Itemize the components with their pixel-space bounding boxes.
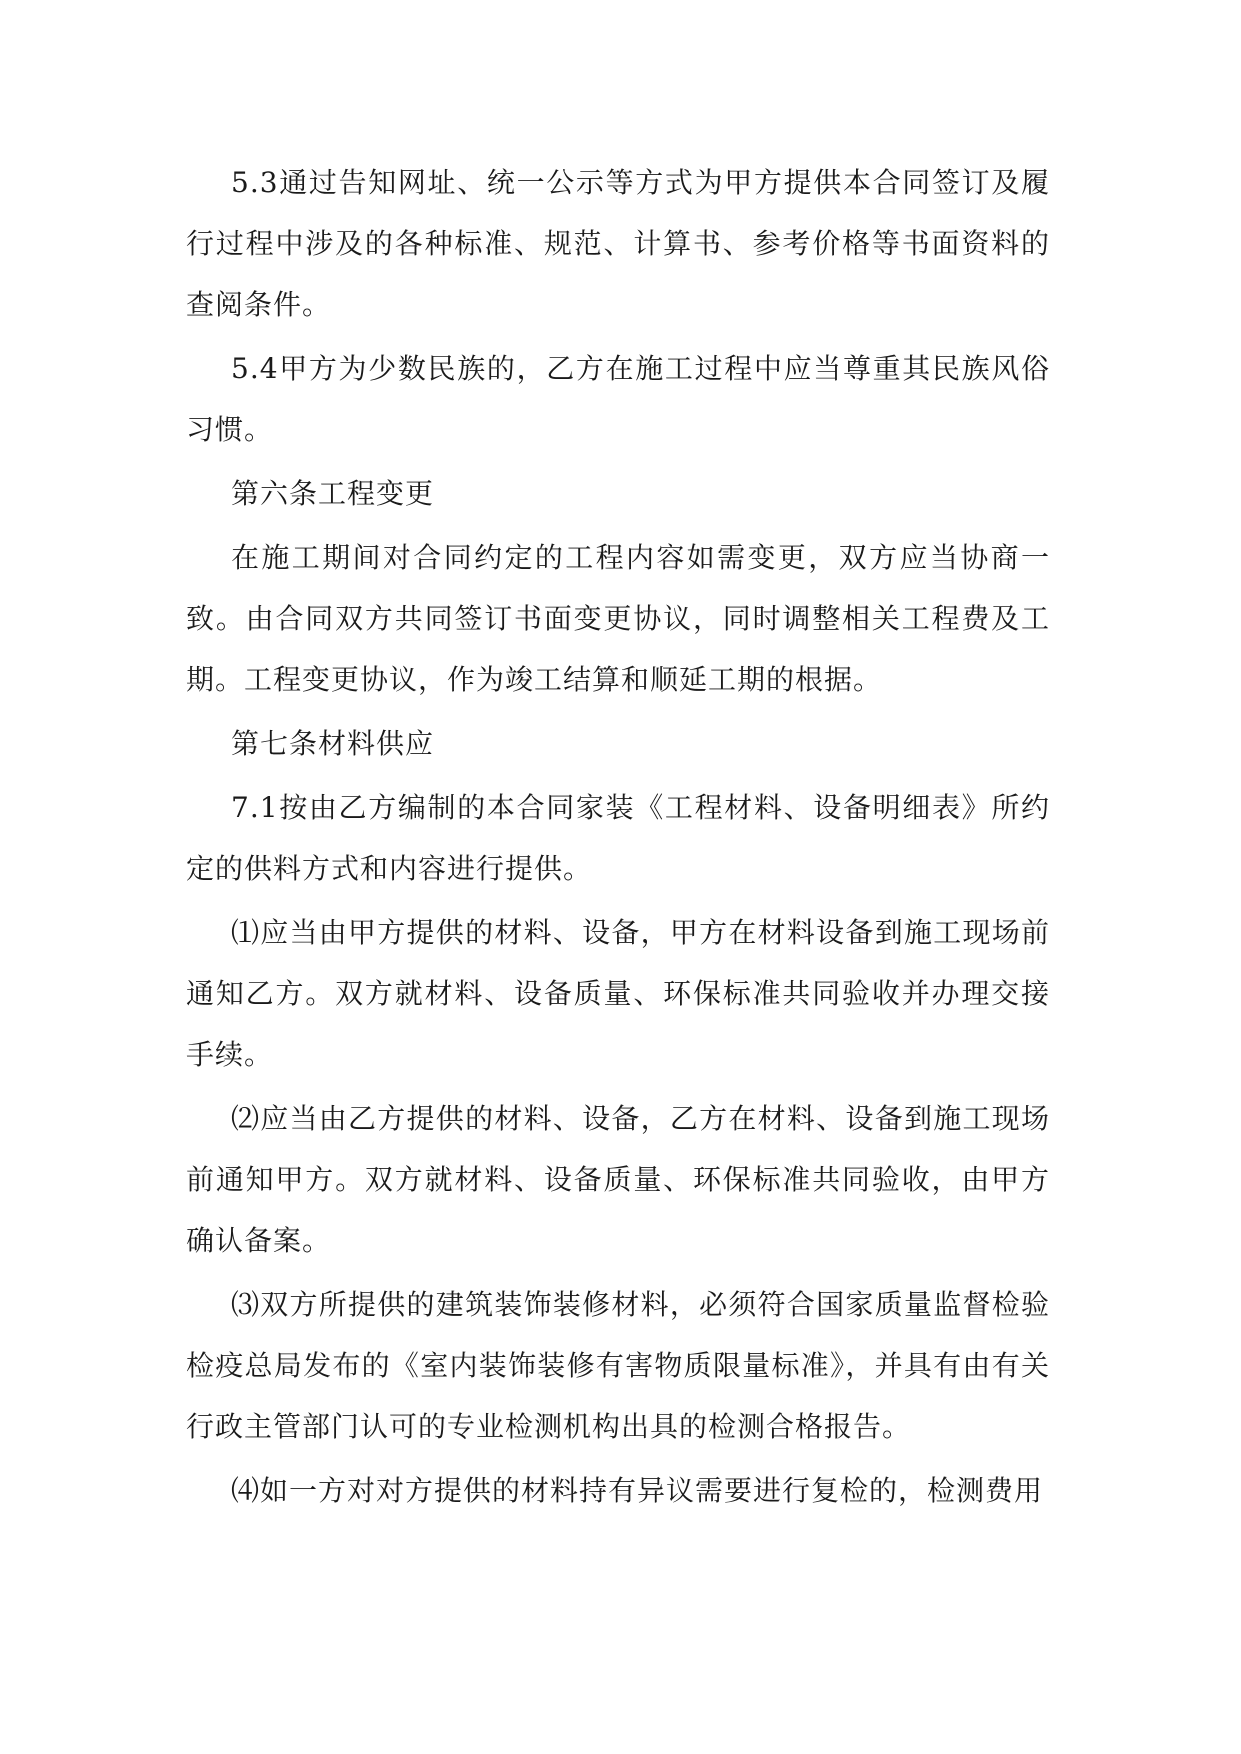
contract-body	[186, 152, 1050, 1524]
clause-7-1: 7.1按由乙方编制的本合同家装《工程材料、设备明细表》所约定的供料方式和内容进行提供。	[186, 791, 1050, 885]
clause-5-4: 5.4甲方为少数民族的，乙方在施工过程中应当尊重其民族风俗习惯。	[186, 352, 1050, 446]
clause-7-1-item-2: ⑵应当由乙方提供的材料、设备，乙方在材料、设备到施工现场前通知甲方。双方就材料、设备质量、环保标准共同验收，由甲方确认备案。	[186, 1102, 1050, 1257]
clause-5-3: 5.3通过告知网址、统一公示等方式为甲方提供本合同签订及履行过程中涉及的各种标准、规范、计算书、参考价格等书面资料的查阅条件。	[186, 166, 1050, 321]
article-7-heading: 第七条材料供应	[231, 727, 435, 760]
clause-7-1-item-1: ⑴应当由甲方提供的材料、设备，甲方在材料设备到施工现场前通知乙方。双方就材料、设备质量、环保标准共同验收并办理交接手续。	[186, 916, 1050, 1071]
clause-7-1-item-3: ⑶双方所提供的建筑装饰装修材料，必须符合国家质量监督检验检疫总局发布的《室内装饰装修有害物质限量标准》，并具有由有关行政主管部门认可的专业检测机构出具的检测合格报告。	[186, 1288, 1050, 1443]
article-6-heading: 第六条工程变更	[231, 477, 435, 510]
article-6-body: 在施工期间对合同约定的工程内容如需变更，双方应当协商一致。由合同双方共同签订书面变更协议，同时调整相关工程费及工期。工程变更协议，作为竣工结算和顺延工期的根据。	[186, 541, 1050, 696]
clause-7-1-item-4: ⑷如一方对对方提供的材料持有异议需要进行复检的，检测费用	[231, 1474, 1044, 1507]
